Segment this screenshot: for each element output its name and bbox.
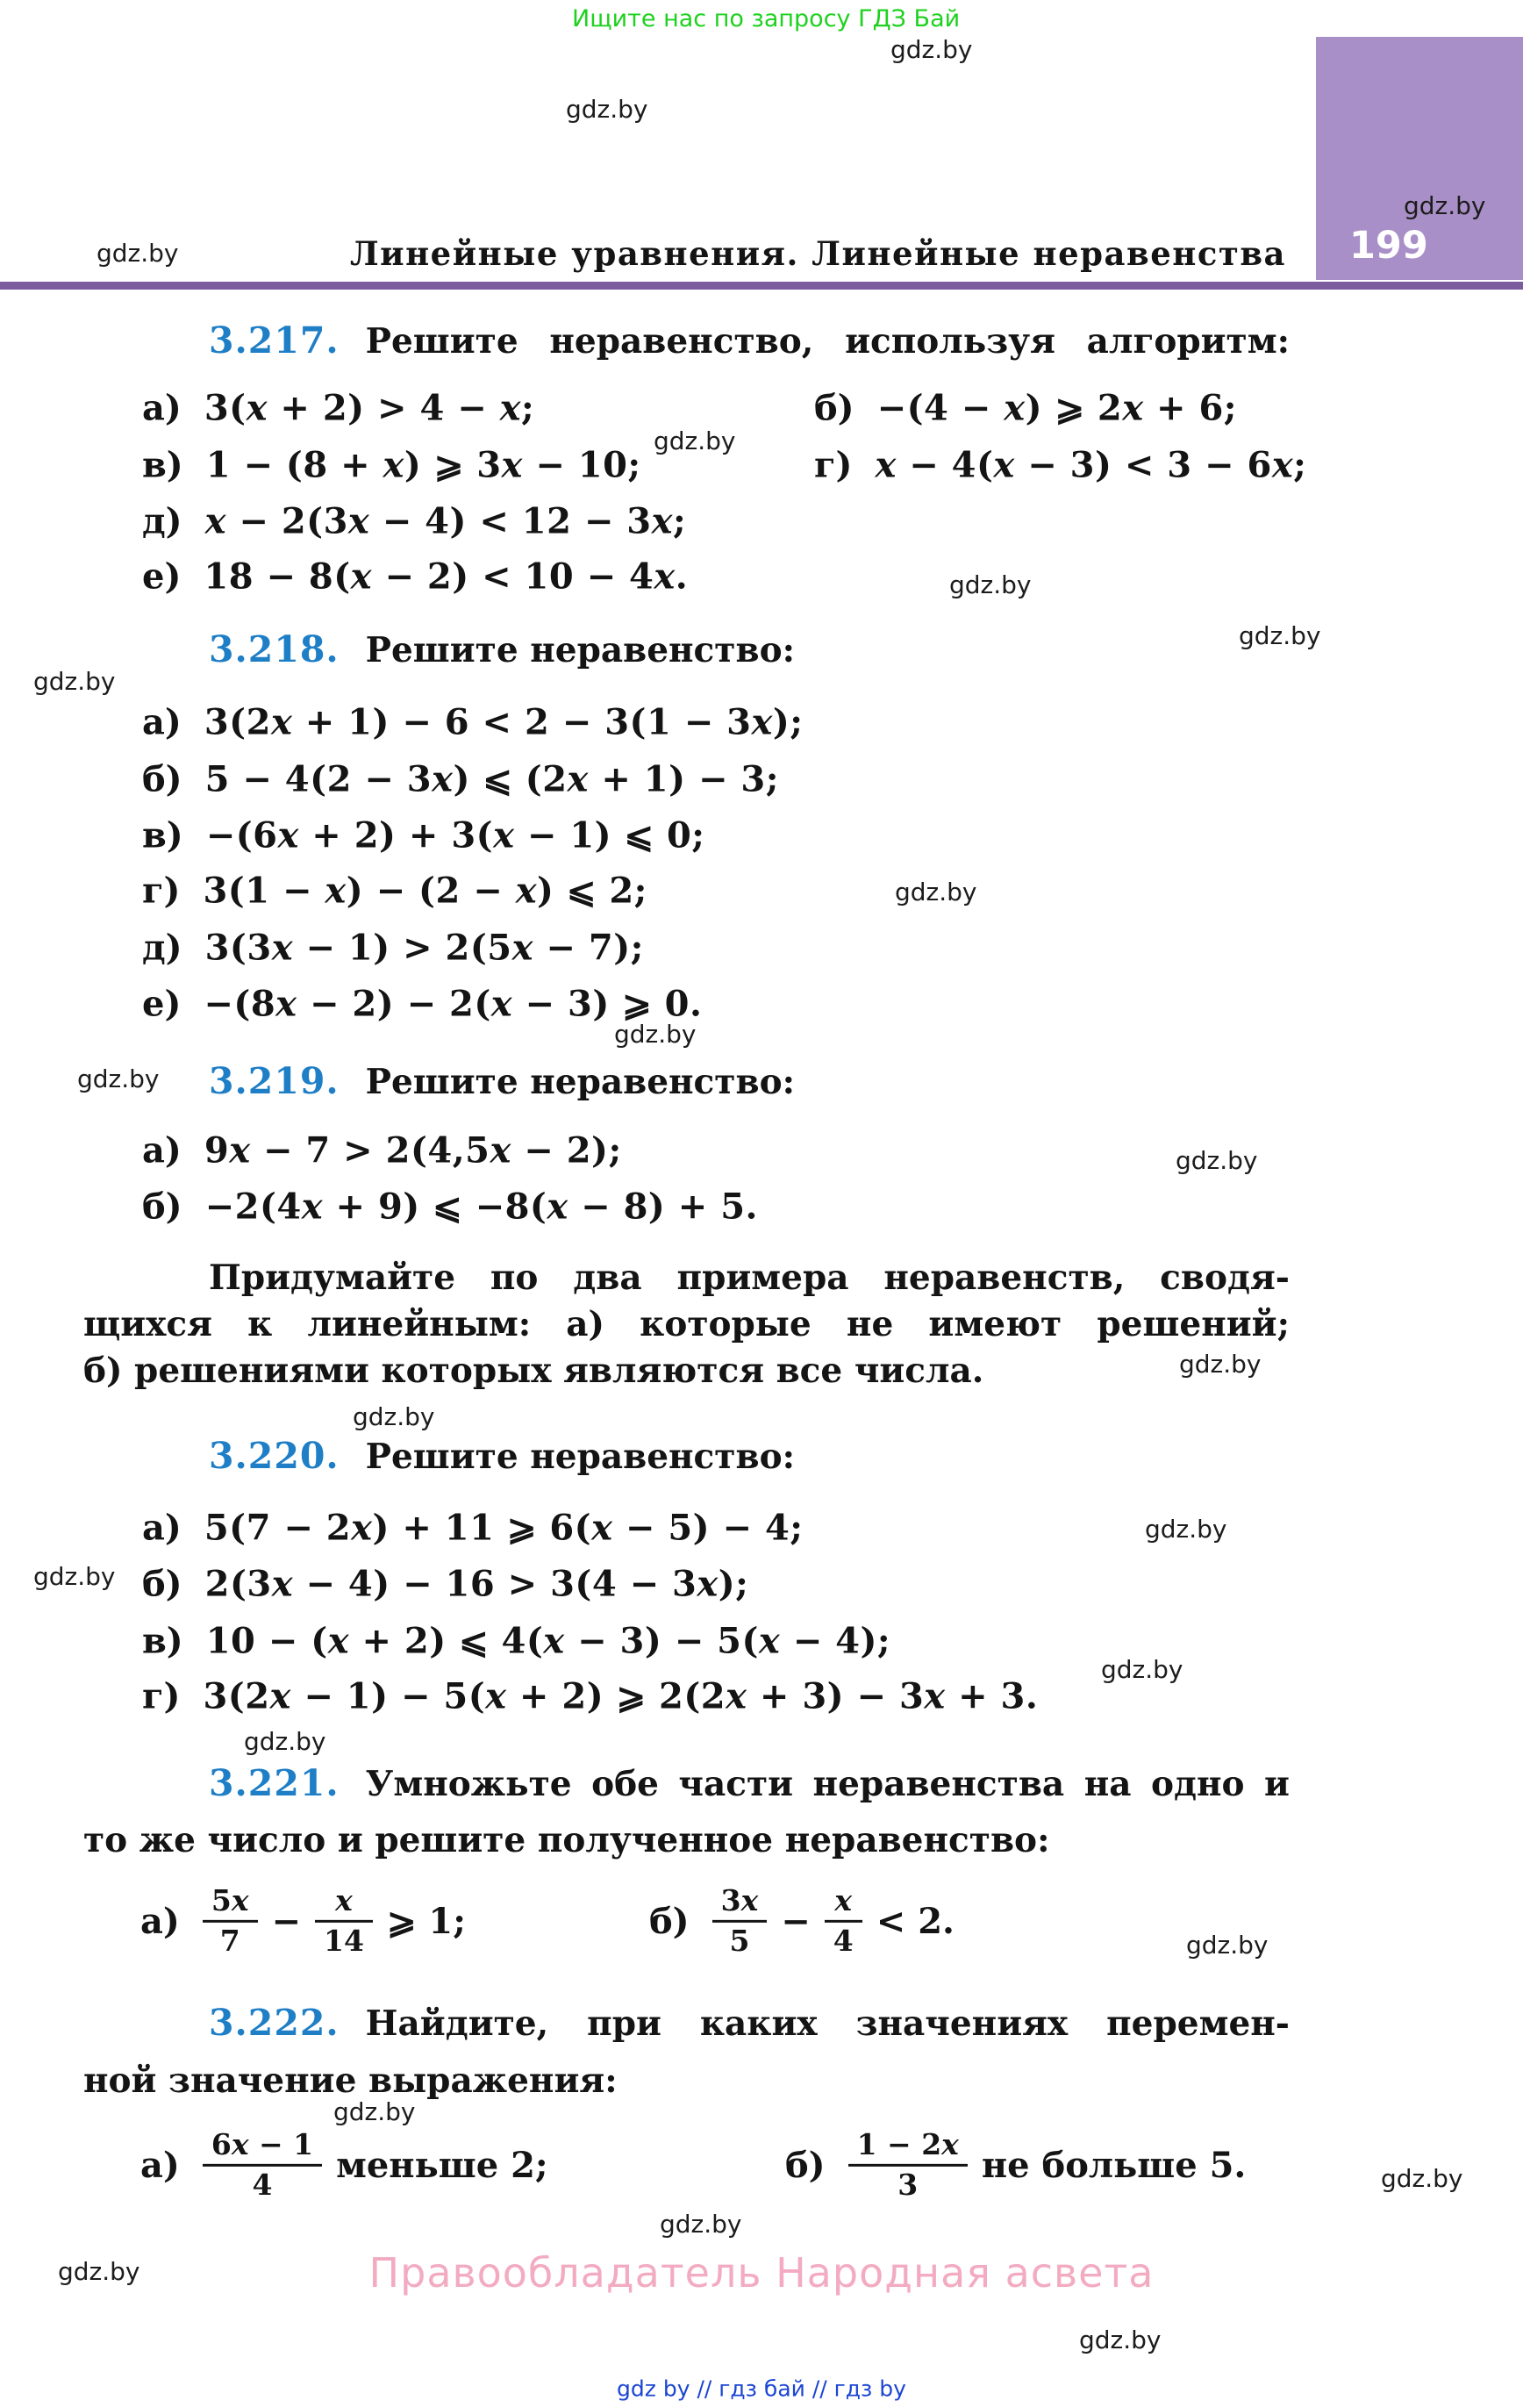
item-label: а) [142, 701, 182, 743]
item-label: б) [785, 2144, 826, 2186]
math-operator-text: не больше 5. [981, 2144, 1247, 2186]
problem-item [142, 445, 641, 486]
item-expression: 18 − 8(x − 2) < 10 − 4x. [204, 555, 689, 598]
item-label: а) [140, 1900, 180, 1942]
item-expression: 10 − (x + 2) ⩽ 4(x − 3) − 5(x − 4); [205, 1620, 891, 1662]
problem-item-fraction [140, 1882, 480, 1958]
item-expression: 9x − 7 > 2(4,5x − 2); [204, 1129, 622, 1172]
problem-item-fraction [649, 1882, 969, 1958]
heading-text: Решите неравенство: [365, 1062, 795, 1102]
gdz-watermark: gdz.by [1101, 1655, 1183, 1684]
item-label: г) [814, 444, 853, 486]
item-expression: 3(3x − 1) > 2(5x − 7); [204, 927, 644, 969]
header-rule [0, 282, 1523, 290]
problem-item [142, 815, 705, 856]
gdz-watermark: gdz.by [1079, 2326, 1162, 2354]
gdz-watermark: gdz.by [1176, 1146, 1258, 1175]
fraction-numerator: x [315, 1886, 373, 1923]
item-label: в) [142, 444, 183, 486]
gdz-watermark: gdz.by [1186, 1931, 1269, 1960]
gdz-watermark: gdz.by [949, 570, 1032, 599]
fraction-numerator: x [825, 1886, 862, 1923]
fraction [712, 1882, 768, 1958]
problem-item [142, 1621, 890, 1662]
problem-heading [209, 1762, 1290, 1804]
fraction-denominator: 3 [897, 2167, 919, 2202]
fraction [825, 1882, 862, 1958]
page-number-box [1316, 37, 1523, 280]
problem-item [142, 1130, 622, 1172]
fraction [848, 2126, 968, 2202]
publisher-note: Правообладатель Народная асвета [368, 2249, 1155, 2297]
math-operator-text: ⩾ 1; [386, 1900, 466, 1942]
gdz-watermark: gdz.by [97, 239, 179, 268]
gdz-watermark: gdz.by [77, 1064, 160, 1093]
footer-links[interactable]: gdz by // гдз бай // гдз by [617, 2376, 906, 2402]
problem-number: 3.219. [209, 1060, 340, 1102]
problem-number: 3.222. [209, 2002, 340, 2044]
gdz-watermark: gdz.by [614, 1020, 697, 1049]
problem-heading [209, 2002, 1290, 2044]
problem-item [142, 1676, 1038, 1717]
heading-text: б) решениями которых являются все числа. [83, 1351, 984, 1391]
fraction-denominator: 7 [219, 1923, 240, 1958]
item-label: е) [142, 983, 182, 1025]
item-label: б) [142, 1186, 182, 1228]
task-text-line [83, 1351, 983, 1391]
item-expression: 5(7 − 2x) + 11 ⩾ 6(x − 5) − 4; [204, 1507, 804, 1549]
gdz-watermark: gdz.by [33, 667, 116, 696]
fraction [203, 1882, 258, 1958]
problem-heading [209, 319, 1290, 362]
gdz-watermark: gdz.by [244, 1727, 326, 1756]
item-label: г) [142, 1675, 181, 1717]
fraction [203, 2126, 322, 2202]
item-label: б) [142, 1563, 182, 1605]
gdz-watermark: gdz.by [333, 2097, 416, 2126]
problem-number: 3.217. [209, 319, 340, 362]
item-label: б) [142, 758, 182, 800]
fraction-numerator: 1 − 2x [848, 2130, 968, 2167]
item-expression: −(4 − x) ⩾ 2x + 6; [876, 387, 1238, 429]
task-text-line [83, 1820, 1049, 1860]
problem-heading [209, 1060, 795, 1102]
gdz-watermark: gdz.by [654, 426, 736, 455]
heading-text: Придумайте по два примера неравенств, сводя- [209, 1258, 1290, 1298]
math-operator-text: − [271, 1900, 302, 1942]
item-label: б) [649, 1900, 690, 1942]
fraction-denominator: 4 [252, 2167, 273, 2202]
item-label: а) [142, 387, 182, 429]
problem-item [142, 1508, 804, 1549]
gdz-watermark: gdz.by [566, 95, 648, 124]
fraction-denominator: 4 [833, 1923, 854, 1958]
fraction-denominator: 14 [324, 1923, 364, 1958]
fraction-numerator: 3x [712, 1886, 768, 1923]
problem-item [142, 759, 779, 800]
math-operator-text: меньше 2; [336, 2144, 548, 2186]
item-label: е) [142, 555, 182, 598]
problem-item [142, 984, 702, 1025]
heading-text: Решите неравенство, используя алгоритм: [365, 321, 1290, 362]
item-label: в) [142, 1620, 183, 1662]
item-expression: 3(2x − 1) − 5(x + 2) ⩾ 2(2x + 3) − 3x + 3. [203, 1675, 1039, 1717]
item-label: б) [814, 387, 854, 429]
item-expression: 1 − (8 + x) ⩾ 3x − 10; [205, 444, 641, 486]
problem-item [142, 928, 644, 969]
math-operator-text: − [781, 1900, 811, 1942]
fraction-numerator: 5x [203, 1886, 258, 1923]
fraction [315, 1882, 373, 1958]
problem-item-fraction [140, 2126, 562, 2202]
item-label: а) [140, 2144, 180, 2186]
item-expression: x − 2(3x − 4) < 12 − 3x; [204, 500, 687, 542]
item-label: в) [142, 814, 183, 856]
problem-item [814, 445, 1306, 486]
problem-item [814, 388, 1237, 429]
item-expression: −(6x + 2) + 3(x − 1) ⩽ 0; [205, 814, 705, 856]
chapter-header: Линейные уравнения. Линейные неравенства [349, 234, 1286, 273]
math-operator-text: < 2. [876, 1900, 955, 1942]
gdz-watermark: gdz.by [33, 1562, 116, 1591]
problem-number: 3.220. [209, 1435, 340, 1477]
heading-text: Решите неравенство: [365, 1437, 795, 1477]
item-label: г) [142, 870, 181, 912]
heading-text: Найдите, при каких значениях перемен- [365, 2003, 1290, 2044]
gdz-watermark: gdz.by [1239, 621, 1321, 650]
problem-item-fraction [785, 2126, 1260, 2202]
item-expression: 3(x + 2) > 4 − x; [204, 387, 535, 429]
task-text-line [83, 1304, 1290, 1344]
item-label: а) [142, 1129, 182, 1172]
problem-number: 3.218. [209, 628, 340, 670]
gdz-watermark: gdz.by [1404, 191, 1486, 220]
item-expression: 5 − 4(2 − 3x) ⩽ (2x + 1) − 3; [204, 758, 779, 800]
fraction-numerator: 6x − 1 [203, 2130, 322, 2167]
heading-text: то же число и решите полученное неравенство: [83, 1820, 1050, 1860]
heading-text: Решите неравенство: [365, 630, 795, 670]
gdz-watermark: gdz.by [1381, 2164, 1463, 2193]
heading-text: ной значение выражения: [83, 2060, 618, 2101]
task-text-line [83, 2060, 618, 2101]
item-expression: −2(4x + 9) ⩽ −8(x − 8) + 5. [204, 1186, 758, 1228]
problem-item [142, 702, 804, 743]
problem-heading [209, 628, 795, 670]
item-expression: 3(1 − x) − (2 − x) ⩽ 2; [203, 870, 647, 912]
problem-item [142, 1186, 758, 1228]
heading-text: щихся к линейным: а) которые не имеют решений; [83, 1304, 1290, 1344]
gdz-watermark: gdz.by [1145, 1515, 1227, 1544]
gdz-watermark: gdz.by [660, 2210, 742, 2239]
promo-banner-text: Ищите нас по запросу ГДЗ Бай [572, 5, 961, 32]
item-label: а) [142, 1507, 182, 1549]
problem-number: 3.221. [209, 1762, 340, 1804]
problem-item [142, 871, 647, 912]
task-text-line [209, 1258, 1290, 1298]
fraction-denominator: 5 [729, 1923, 750, 1958]
gdz-watermark: gdz.by [895, 878, 977, 907]
item-expression: 3(2x + 1) − 6 < 2 − 3(1 − 3x); [204, 701, 804, 743]
page-number: 199 [1349, 224, 1428, 268]
gdz-watermark: gdz.by [1179, 1350, 1262, 1379]
heading-text: Умножьте обе части неравенства на одно и [365, 1764, 1290, 1804]
gdz-watermark: gdz.by [58, 2257, 140, 2286]
item-expression: −(8x − 2) − 2(x − 3) ⩾ 0. [204, 983, 703, 1025]
gdz-watermark: gdz.by [353, 1402, 435, 1431]
item-expression: 2(3x − 4) − 16 > 3(4 − 3x); [204, 1563, 749, 1605]
problem-item [142, 388, 534, 429]
problem-item [142, 556, 688, 598]
problem-item [142, 501, 686, 542]
item-label: д) [142, 927, 182, 969]
item-label: д) [142, 500, 182, 542]
problem-heading [209, 1435, 795, 1477]
problem-item [142, 1564, 748, 1605]
item-expression: x − 4(x − 3) < 3 − 6x; [875, 444, 1307, 486]
gdz-watermark: gdz.by [890, 35, 973, 64]
